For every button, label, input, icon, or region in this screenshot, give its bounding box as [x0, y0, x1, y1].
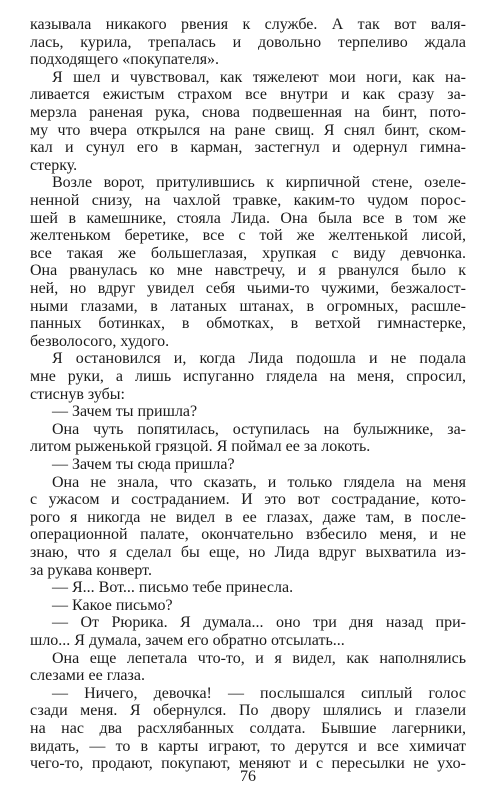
text-line: Она не знала, что сказать, и только глядела на меня	[52, 473, 466, 491]
text-line: все такая же большеглазая, хрупкая с виду девчонка.	[30, 244, 466, 262]
text-line: шей в камешнике, стояла Лида. Она была все в том же	[30, 209, 466, 227]
text-line: стерку.	[30, 156, 78, 174]
text-line: видать, — то в карты играют, то дерутся и все химичат	[30, 737, 466, 755]
text-line: — Какое письмо?	[52, 596, 173, 614]
text-line: Я остановился и, когда Лида подошла и не подала	[52, 350, 466, 368]
text-line: — Ничего, девочка! — послышался сиплый голос	[52, 684, 466, 702]
text-line: Она еще лепетала что-то, и я видел, как наполнялись	[52, 649, 466, 667]
text-line: мерзла раненая рука, снова подвешенная на бинт, пото-	[30, 104, 466, 121]
text-line: ненной снизу, на чахлой травке, каким-то чудом порос-	[30, 192, 466, 209]
text-line: безволосого, худого.	[30, 332, 170, 350]
text-line: лась, курила, трепалась и довольно терпеливо ждала	[30, 33, 466, 51]
text-line: шло... Я думала, зачем его обратно отсылать...	[30, 632, 345, 649]
text-line: — Зачем ты сюда пришла?	[52, 456, 235, 473]
text-line: операционной палате, окончательно взбесило меня, и не	[30, 526, 466, 544]
text-line: ливается ежистым страхом все внутри и как сразу за-	[30, 86, 466, 104]
page-number: 76	[240, 768, 256, 785]
text-line: рого я никогда не видел в ее глазах, даже там, в после-	[30, 508, 466, 526]
text-line: чего-то, продают, покупают, меняют и с пересылки не ухо-	[30, 755, 466, 773]
text-line: за рукава конверт.	[30, 561, 152, 579]
text-line: Я шел и чувствовал, как тяжелеют мои ноги, как на-	[52, 68, 466, 86]
text-line: ными глазами, в латаных штанах, в огромных, расшле-	[30, 297, 466, 315]
text-line: кал и сунул его в карман, застегнул и одернул гимна-	[30, 139, 466, 157]
text-line: на нас два расхлябанных солдата. Бывшие лагерники,	[30, 720, 466, 737]
text-line: — Зачем ты пришла?	[52, 403, 198, 421]
text-line: стиснув зубы:	[30, 385, 125, 403]
text-line: слезами ее глаза.	[30, 667, 145, 685]
text-line: Она чуть попятилась, оступилась на булыжнике, за-	[52, 420, 466, 438]
text-line: му что вчера открылся на ране свищ. Я снял бинт, ском-	[30, 121, 466, 139]
text-line: ней, но вдруг увидел себя чьими-то чужими, безжалост-	[30, 280, 466, 297]
text-line: желтеньком беретике, все с той же желтенькой лисой,	[30, 227, 466, 245]
text-line: — Я... Вот... письмо тебе принесла.	[52, 579, 294, 597]
text-line: казывала никакого рвения к службе. А так вот валя-	[30, 16, 466, 33]
text-line: Она рванулась ко мне навстречу, и я рванулся было к	[30, 262, 466, 280]
text-line: — От Рюрика. Я думала... оно три дня назад при-	[52, 614, 466, 632]
text-line: литом рыженькой грязцой. Я поймал ее за локоть.	[30, 438, 371, 456]
text-line: с ужасом и состраданием. И это вот сострадание, кото-	[30, 491, 466, 509]
text-line: сзади меня. Я обернулся. По двору шлялись и глазели	[30, 702, 466, 720]
text-line: подходящего «покупателя».	[30, 51, 220, 69]
text-line: мне руки, а лишь испуганно глядела на меня, спросил,	[30, 368, 466, 385]
text-line: панных ботинках, в обмотках, в ветхой гимнастерке,	[30, 315, 466, 333]
text-line: Возле ворот, притулившись к кирпичной стене, озеле-	[52, 174, 466, 192]
book-page	[30, 14, 466, 786]
text-line: знаю, что я сделал бы еще, но Лида вдруг выхватила из-	[30, 544, 466, 561]
